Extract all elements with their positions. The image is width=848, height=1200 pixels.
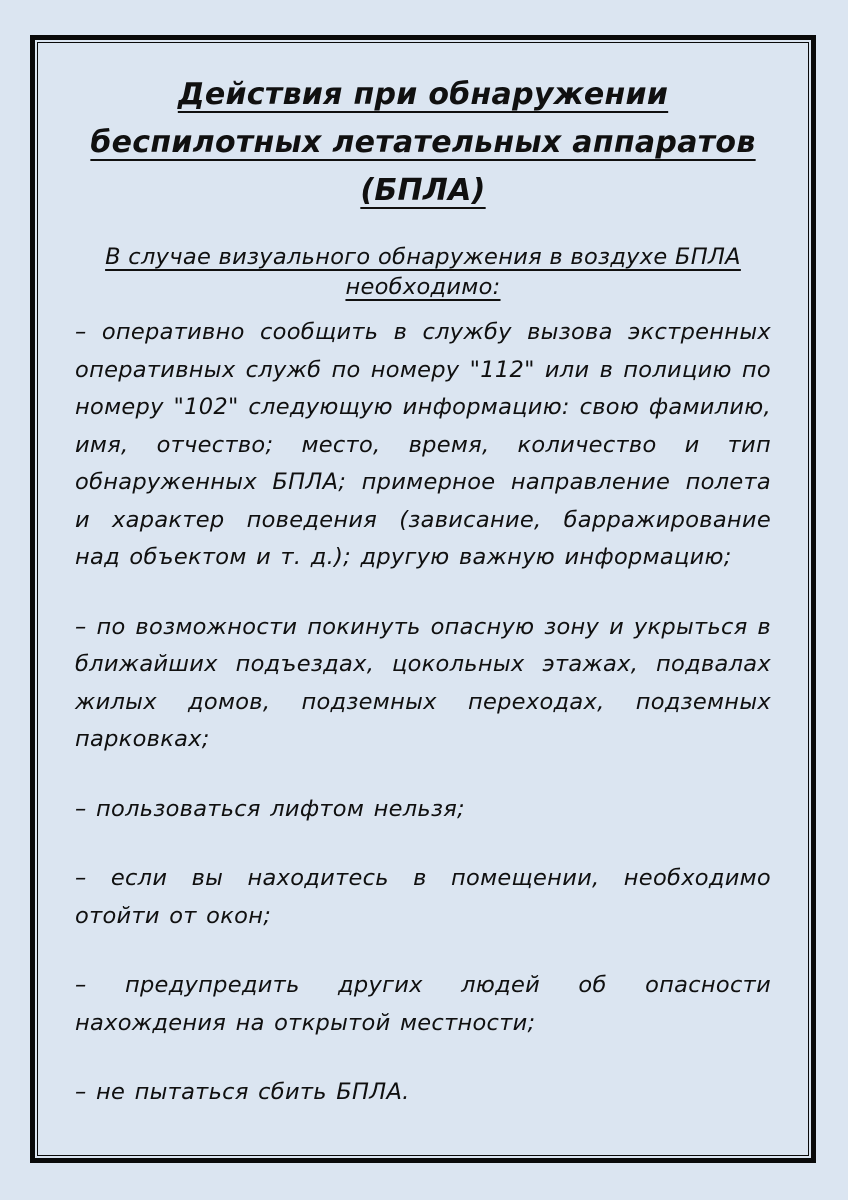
instruction-item-do-not-shoot: – не пытаться сбить БПЛА.: [75, 1079, 410, 1105]
title-line-2: беспилотных летательных аппаратов: [90, 125, 756, 160]
document-subtitle: В случае визуального обнаружения в воздухе БПЛА необходимо:: [105, 244, 741, 300]
title-line-3: (БПЛА): [360, 173, 486, 208]
page-border-frame: [30, 35, 816, 1163]
instruction-item-warn-others: – предупредить других людей об опасности нахождения на открытой местности;: [75, 972, 771, 1036]
instruction-item-away-from-windows: – если вы находитесь в помещении, необходимо отойти от окон;: [75, 865, 771, 929]
instructions-list: [75, 314, 771, 1112]
title-line-1: Действия при обнаружении: [177, 77, 669, 112]
instruction-item-report: – оперативно сообщить в службу вызова экстренных оперативных служб по номеру "112" или в полицию по номеру "102" следующую информацию: свою фамилию, имя, отчество; место, время, количество и тип обнаруженных БПЛА; примерное направление полета и характер поведения (зависание, барражирование над объектом и т. д.); другую важную информацию;: [75, 319, 771, 570]
instruction-item-leave-zone: – по возможности покинуть опасную зону и укрыться в ближайших подъездах, цокольных этажах, подвалах жилых домов, подземных переходах, подземных парковках;: [75, 613, 771, 752]
document-content: [38, 43, 808, 1155]
instruction-item-no-elevator: – пользоваться лифтом нельзя;: [75, 795, 465, 822]
document-title: [75, 71, 771, 215]
